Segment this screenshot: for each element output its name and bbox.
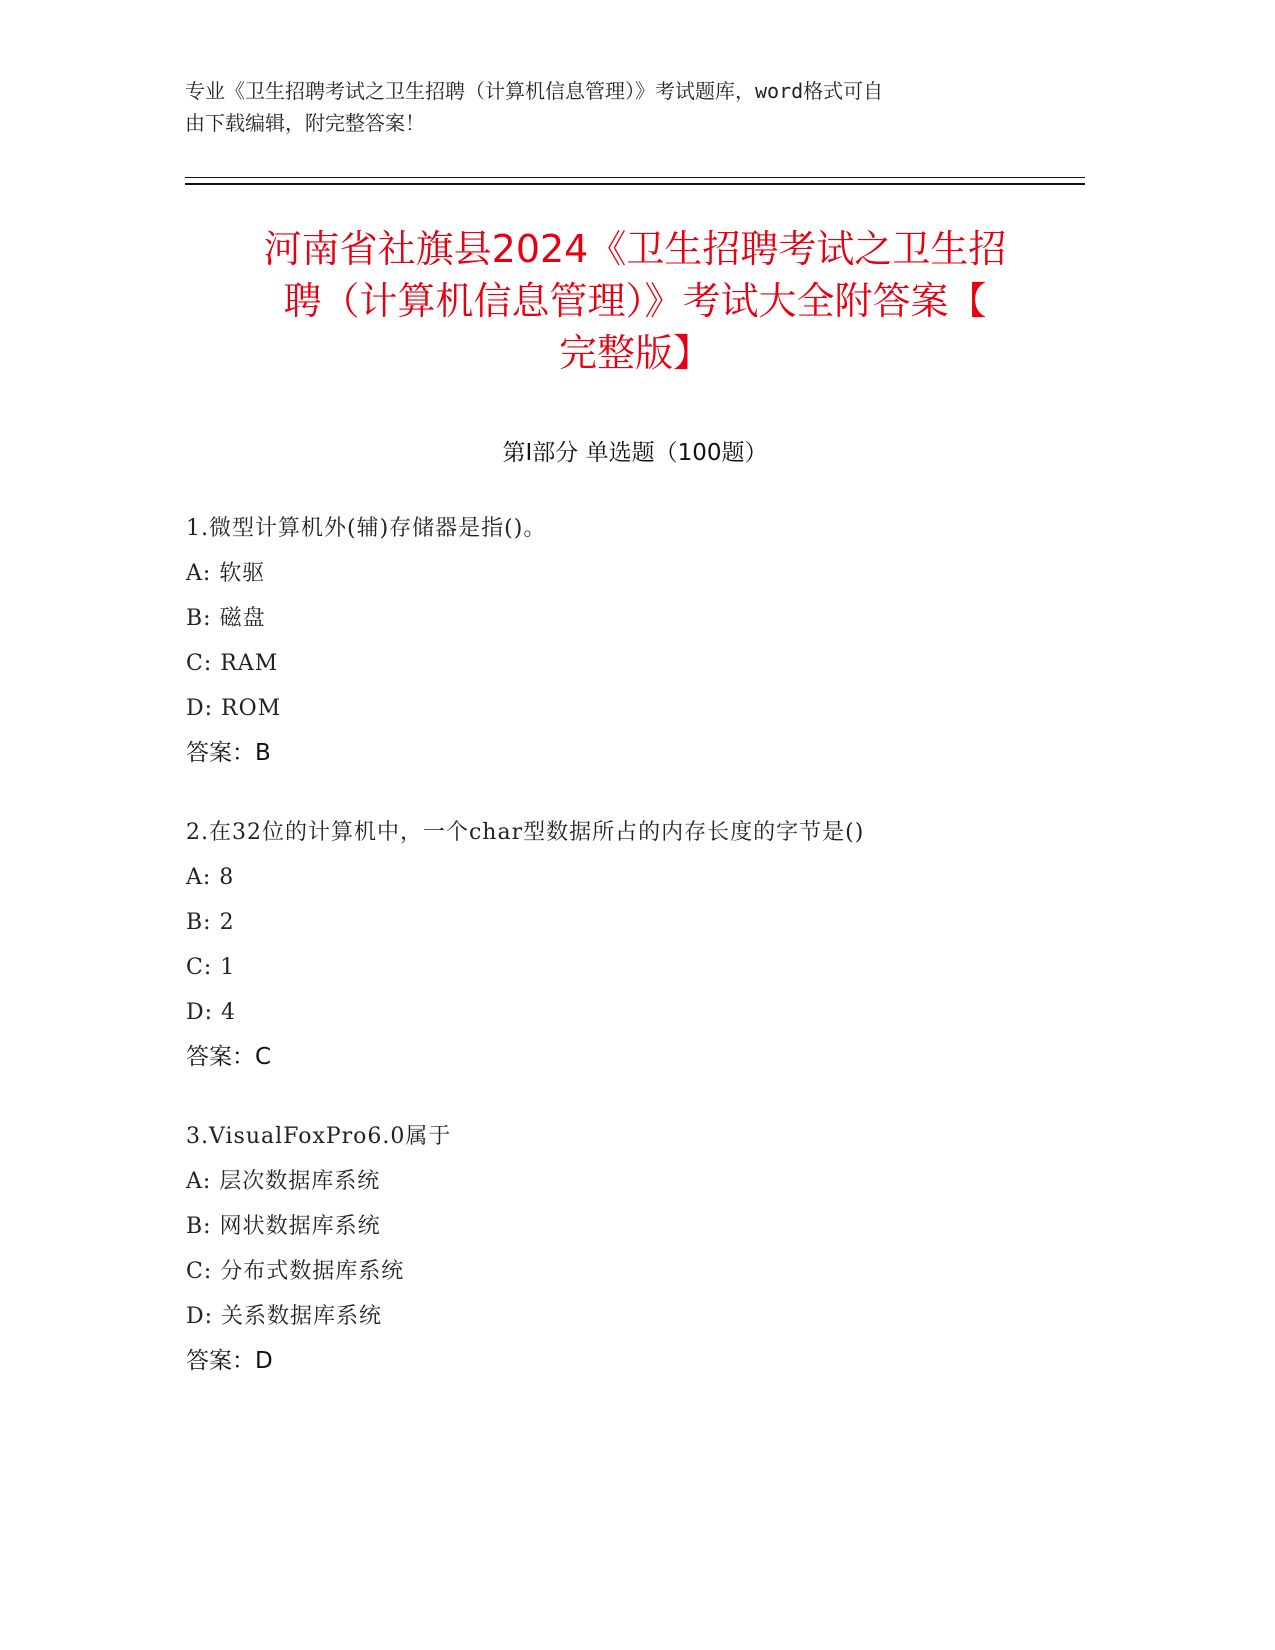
question-2	[186, 810, 1086, 1080]
option-a: A: 层次数据库系统	[186, 1169, 381, 1194]
option-b: B: 磁盘	[186, 606, 266, 631]
question-stem: 3.VisualFoxPro6.0属于	[186, 1124, 452, 1149]
title-line-2: 聘（计算机信息管理）》考试大全附答案【	[283, 279, 987, 323]
question-stem: 1.微型计算机外(辅)存储器是指()。	[186, 516, 547, 541]
header-note-line-1: 专业《卫生招聘考试之卫生招聘（计算机信息管理）》考试题库，word格式可自	[185, 79, 884, 103]
section-heading: 第I部分 单选题（100题）	[502, 440, 768, 466]
option-d: D: 关系数据库系统	[186, 1304, 383, 1329]
option-a: A: 软驱	[186, 561, 266, 586]
header-note-line-2: 由下载编辑，附完整答案！	[185, 111, 425, 135]
option-b: B: 2	[186, 910, 235, 935]
answer: 答案：C	[186, 1044, 272, 1070]
document-title	[180, 223, 1090, 379]
option-c: C: 1	[186, 955, 236, 980]
option-a: A: 8	[186, 865, 235, 890]
option-d: D: 4	[186, 1000, 237, 1025]
title-line-3: 完整版】	[558, 331, 711, 375]
header-divider	[185, 177, 1085, 185]
question-stem: 2.在32位的计算机中，一个char型数据所占的内存长度的字节是()	[186, 820, 865, 845]
option-c: C: RAM	[186, 651, 279, 676]
answer: 答案：D	[186, 1348, 273, 1374]
option-c: C: 分布式数据库系统	[186, 1259, 405, 1284]
option-b: B: 网状数据库系统	[186, 1214, 381, 1239]
question-3	[186, 1114, 1086, 1384]
question-1	[186, 506, 1086, 776]
answer: 答案：B	[186, 740, 271, 766]
header-note	[185, 75, 1065, 139]
title-line-1: 河南省社旗县2024《卫生招聘考试之卫生招	[263, 227, 1007, 271]
option-d: D: ROM	[186, 696, 282, 721]
